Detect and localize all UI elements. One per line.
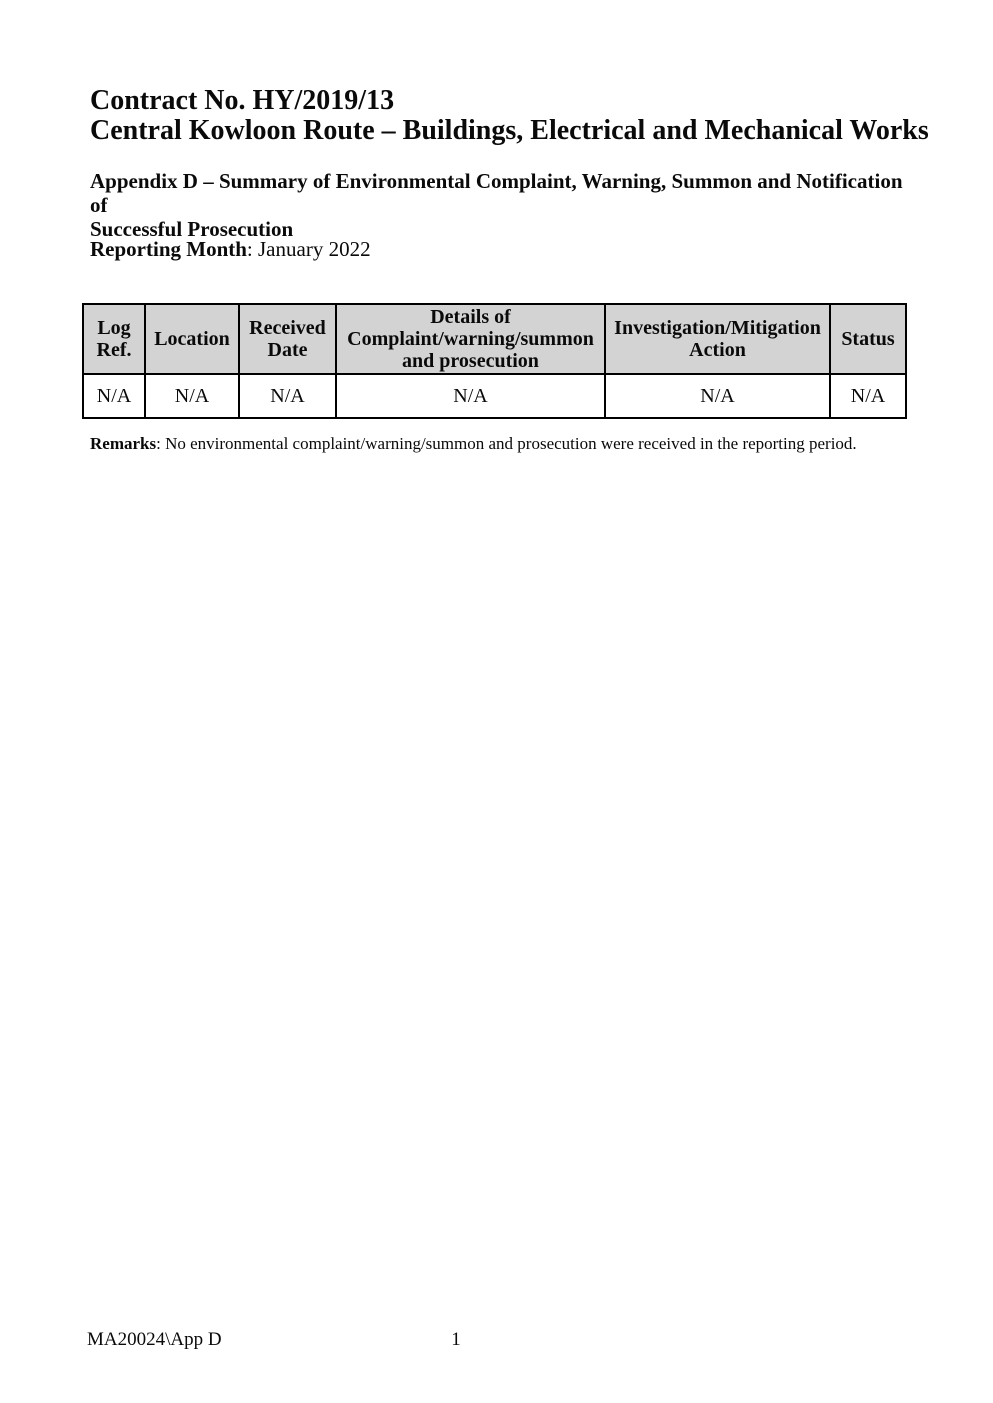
cell-received-date: N/A: [239, 374, 336, 418]
contract-name-line: Central Kowloon Route – Buildings, Electrical and Mechanical Works: [90, 115, 929, 146]
column-header-location-label: Location: [154, 328, 230, 350]
remarks-line: [90, 434, 920, 454]
footer-page-number: 1: [451, 1329, 461, 1350]
column-header-status: [830, 304, 906, 374]
cell-location: N/A: [145, 374, 239, 418]
table-header-row: [83, 304, 906, 374]
cell-status: N/A: [830, 374, 906, 418]
environmental-complaint-summary-table: [82, 303, 907, 419]
column-header-details-label: Details of Complaint/warning/summon and prosecution: [347, 306, 594, 372]
column-header-investigation-label: Investigation/Mitigation Action: [614, 317, 821, 361]
table-row: [83, 374, 906, 418]
column-header-received-date: [239, 304, 336, 374]
appendix-heading-line1: Appendix D – Summary of Environmental Complaint, Warning, Summon and Notification of: [90, 169, 903, 217]
appendix-heading: [90, 169, 910, 241]
cell-details: N/A: [336, 374, 605, 418]
column-header-status-label: Status: [841, 328, 895, 350]
cell-log-ref: N/A: [83, 374, 145, 418]
reporting-month-line: [90, 237, 371, 261]
contract-number-line: Contract No. HY/2019/13: [90, 85, 395, 116]
column-header-details: [336, 304, 605, 374]
column-header-investigation: [605, 304, 830, 374]
reporting-month-value: : January 2022: [246, 237, 371, 261]
document-title: [90, 86, 929, 146]
column-header-log-ref: [83, 304, 145, 374]
column-header-location: [145, 304, 239, 374]
footer-document-reference: MA20024\App D: [87, 1329, 222, 1350]
cell-investigation: N/A: [605, 374, 830, 418]
remarks-value: : No environmental complaint/warning/summon and prosecution were received in the reporting period.: [156, 434, 857, 453]
column-header-received-date-label: Received Date: [249, 317, 326, 361]
remarks-label: Remarks: [90, 434, 157, 453]
reporting-month-label: Reporting Month: [90, 237, 247, 261]
appendix-heading-line2: Successful Prosecution: [90, 217, 294, 241]
column-header-log-ref-label: Log Ref.: [96, 317, 132, 361]
